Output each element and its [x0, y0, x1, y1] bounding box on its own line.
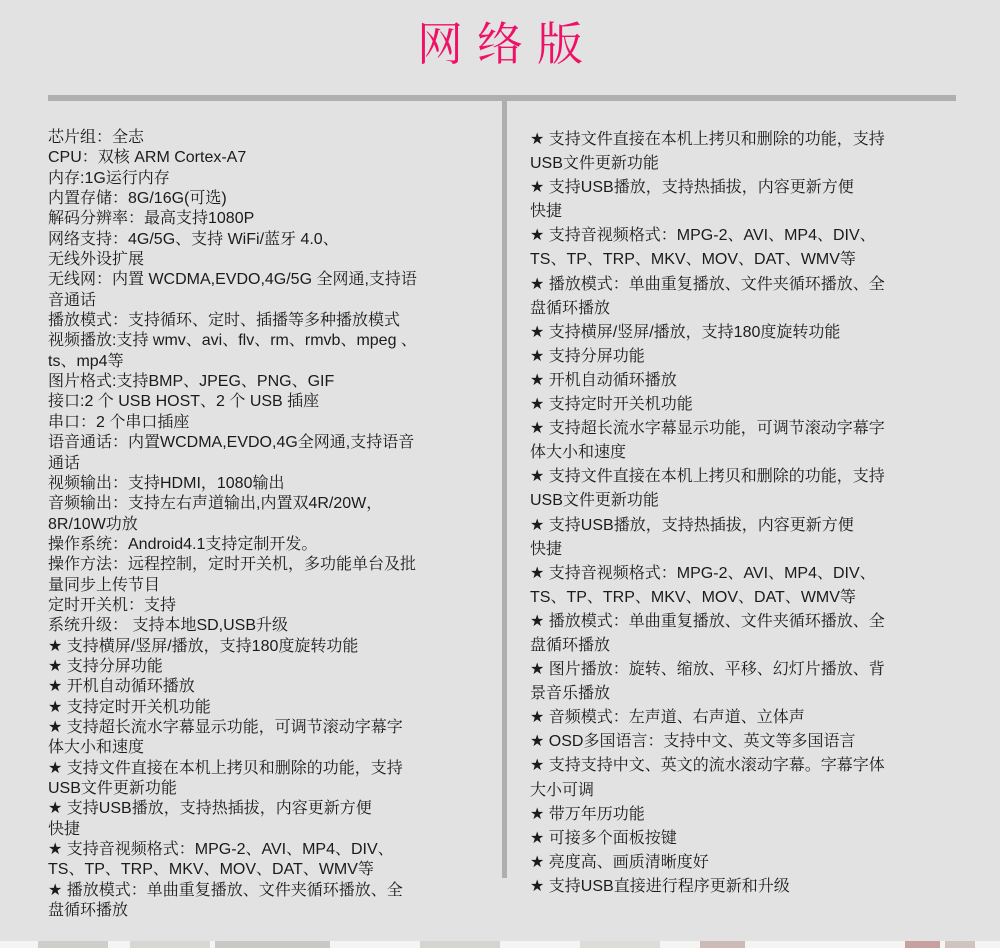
spec-line: ★ 开机自动循环播放: [530, 371, 677, 389]
spec-line: ★ 支持横屏/竖屏/播放，支持180度旋转功能: [48, 637, 359, 655]
strip-fragment: [580, 941, 660, 948]
spec-line: ★ 支持音视频格式：MPG-2、AVI、MP4、DIV、: [530, 564, 876, 582]
spec-line: 播放模式：支持循环、定时、插播等多种播放模式: [48, 312, 401, 330]
spec-line: ★ 支持超长流水字幕显示功能，可调节滚动字幕字: [48, 718, 403, 736]
spec-line: 盘循环播放: [530, 299, 611, 317]
spec-line: ts、mp4等: [48, 352, 124, 370]
spec-line: 大小可调: [530, 781, 595, 799]
spec-line: ★ 支持分屏功能: [48, 657, 163, 675]
spec-line: 量同步上传节目: [48, 576, 161, 594]
spec-line: ★ 支持文件直接在本机上拷贝和删除的功能，支持: [530, 131, 885, 148]
spec-line: ★ 支持定时开关机功能: [48, 698, 211, 716]
spec-line: 快捷: [48, 820, 81, 838]
spec-line: ★ 支持定时开关机功能: [530, 396, 693, 414]
spec-line: ★ 支持横屏/竖屏/播放，支持180度旋转功能: [530, 323, 841, 341]
strip-fragment: [945, 941, 975, 948]
spec-line: 无线网：内置 WCDMA,EVDO,4G/5G 全网通,支持语: [48, 271, 417, 289]
spec-line: TS、TP、TRP、MKV、MOV、DAT、WMV等: [530, 251, 856, 269]
spec-line: ★ 支持USB直接进行程序更新和升级: [530, 877, 790, 895]
spec-line: 视频输出：支持HDMI，1080输出: [48, 474, 285, 492]
spec-line: 快捷: [530, 203, 563, 221]
spec-line: ★ 支持文件直接在本机上拷贝和删除的功能，支持: [48, 759, 403, 777]
strip-fragment: [38, 941, 108, 948]
spec-column-left: [48, 128, 498, 921]
spec-line: 芯片组：全志: [48, 129, 145, 146]
spec-line: CPU：双核 ARM Cortex-A7: [48, 149, 247, 167]
strip-fragment: [700, 941, 745, 948]
spec-line: ★ 播放模式：单曲重复播放、文件夹循环播放、全: [530, 275, 885, 293]
spec-line: 操作方法：远程控制，定时开关机，多功能单台及批: [48, 556, 417, 574]
spec-line: 内存:1G运行内存: [48, 169, 170, 187]
spec-line: 系统升级： 支持本地SD,USB升级: [48, 617, 289, 635]
spec-line: 景音乐播放: [530, 685, 611, 703]
page-title: 网络版: [417, 18, 597, 70]
spec-line: 内置存储：8G/16G(可选): [48, 190, 227, 208]
spec-line: ★ 支持支持中文、英文的流水滚动字幕。字幕字体: [530, 757, 885, 775]
spec-line: 操作系统：Android4.1支持定制开发。: [48, 535, 318, 553]
spec-line: ★ 可接多个面板按键: [530, 829, 677, 847]
spec-line: 解码分辨率：最高支持1080P: [48, 210, 255, 228]
spec-line: ★ 支持USB播放，支持热插拔，内容更新方便: [530, 516, 854, 534]
strip-fragment: [905, 941, 940, 948]
spec-line: 串口：2 个串口插座: [48, 413, 190, 431]
spec-line: ★ 支持音视频格式：MPG-2、AVI、MP4、DIV、: [530, 227, 876, 245]
spec-line: ★ 音频模式：左声道、右声道、立体声: [530, 709, 805, 727]
spec-line: 体大小和速度: [48, 739, 145, 757]
spec-line: 定时开关机：支持: [48, 596, 177, 614]
spec-line: USB文件更新功能: [48, 780, 177, 797]
spec-line: 体大小和速度: [530, 444, 627, 462]
spec-line: 无线外设扩展: [48, 251, 145, 269]
spec-line: 盘循环播放: [48, 902, 129, 920]
spec-line: ★ 支持USB播放，支持热插拔，内容更新方便: [48, 800, 372, 818]
spec-line: ★ 支持音视频格式：MPG-2、AVI、MP4、DIV、: [48, 841, 394, 859]
spec-line: 网络支持：4G/5G、支持 WiFi/蓝牙 4.0、: [48, 230, 339, 248]
strip-fragment: [420, 941, 500, 948]
spec-line: ★ 开机自动循环播放: [48, 678, 195, 696]
column-divider: [502, 101, 507, 878]
spec-column-right: [530, 128, 970, 899]
spec-line: USB文件更新功能: [530, 155, 659, 173]
bottom-image-strip: [0, 941, 1000, 948]
spec-line: ★ 带万年历功能: [530, 805, 645, 823]
spec-line: 盘循环播放: [530, 636, 611, 654]
spec-line: ★ 图片播放：旋转、缩放、平移、幻灯片播放、背: [530, 661, 885, 679]
spec-line: ★ 支持USB播放，支持热插拔，内容更新方便: [530, 179, 854, 197]
spec-line: ★ 支持文件直接在本机上拷贝和删除的功能，支持: [530, 468, 885, 486]
spec-line: 快捷: [530, 540, 563, 558]
spec-line: ★ 播放模式：单曲重复播放、文件夹循环播放、全: [48, 881, 403, 899]
spec-line: TS、TP、TRP、MKV、MOV、DAT、WMV等: [530, 588, 856, 606]
spec-line: 音频输出：支持左右声道输出,内置双4R/20W，: [48, 495, 383, 513]
spec-line: 语音通话：内置WCDMA,EVDO,4G全网通,支持语音: [48, 434, 415, 452]
strip-fragment: [130, 941, 210, 948]
spec-line: 接口:2 个 USB HOST、2 个 USB 插座: [48, 393, 320, 411]
spec-line: 图片格式:支持BMP、JPEG、PNG、GIF: [48, 373, 335, 391]
spec-line: ★ 支持分屏功能: [530, 347, 645, 365]
spec-line: USB文件更新功能: [530, 492, 659, 510]
spec-line: ★ 支持超长流水字幕显示功能，可调节滚动字幕字: [530, 420, 885, 438]
spec-line: ★ 亮度高、画质清晰度好: [530, 853, 709, 871]
spec-line: TS、TP、TRP、MKV、MOV、DAT、WMV等: [48, 861, 374, 879]
spec-line: 视频播放:支持 wmv、avi、flv、rm、rmvb、mpeg 、: [48, 332, 417, 350]
strip-fragment: [215, 941, 330, 948]
spec-line: 8R/10W功放: [48, 515, 138, 533]
spec-line: ★ 播放模式：单曲重复播放、文件夹循环播放、全: [530, 612, 885, 630]
spec-line: ★ OSD多国语言：支持中文、英文等多国语言: [530, 733, 856, 751]
spec-line: 通话: [48, 454, 81, 472]
spec-line: 音通话: [48, 291, 97, 309]
